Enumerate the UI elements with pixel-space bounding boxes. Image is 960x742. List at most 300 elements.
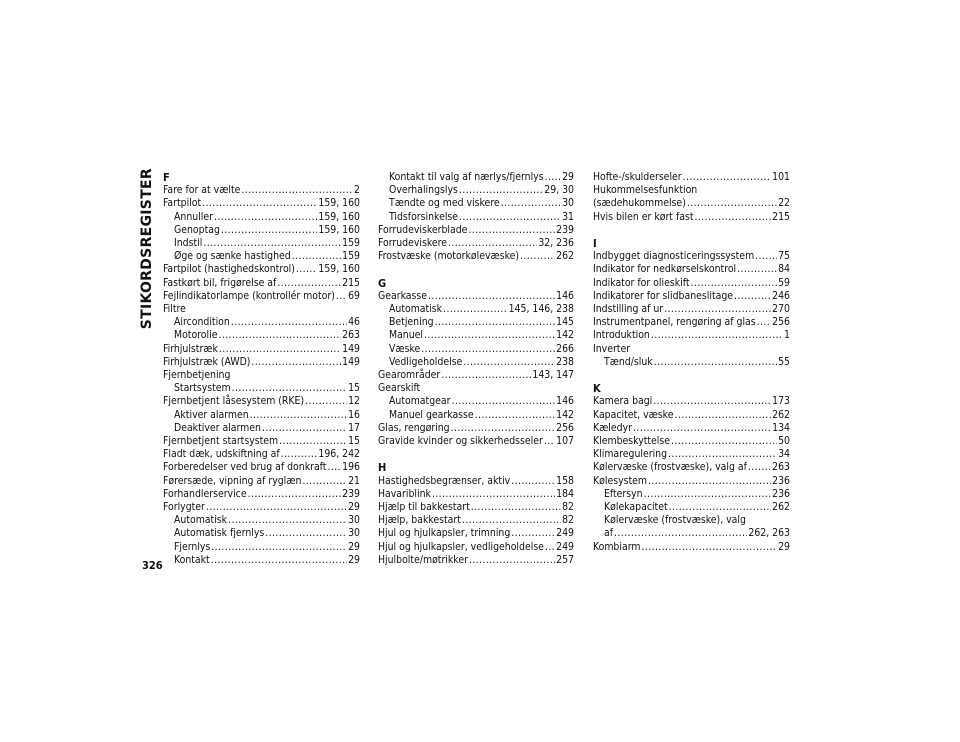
entry-term: Klembeskyttelse [593, 435, 671, 447]
dot-leader [671, 435, 777, 448]
entry-term: Firhjulstræk [163, 342, 218, 355]
entry-page-ref: 173 [772, 395, 790, 408]
entry-term: Tænd/sluk [604, 355, 653, 368]
entry-term: Forberedelser ved brug af donkraft [163, 461, 327, 474]
dot-leader [231, 316, 347, 329]
index-entry [593, 263, 790, 276]
index-subentry [593, 356, 790, 369]
entry-term: Gravide kvinder og sikkerhedsseler [378, 435, 543, 448]
index-letter-heading: G [378, 276, 387, 290]
index-subentry [163, 237, 360, 250]
entry-term: Indbygget diagnosticeringssystem [593, 250, 755, 263]
index-entry: Inverter [593, 342, 631, 355]
entry-page-ref: 249 [556, 540, 574, 553]
entry-page-ref: 17 [348, 421, 360, 434]
dot-leader [248, 488, 342, 501]
entry-term: Havariblink [378, 487, 431, 500]
entry-page-ref: 146 [556, 395, 574, 408]
index-entry [163, 263, 360, 276]
entry-page-ref: 55 [778, 355, 790, 368]
index-subentry [163, 527, 360, 540]
dot-leader [501, 197, 561, 210]
entry-page-ref: 29 [348, 501, 360, 514]
entry-page-ref: 158 [556, 474, 574, 487]
dot-leader [520, 250, 555, 263]
entry-page-ref: 239 [342, 487, 360, 500]
index-entry [593, 316, 790, 329]
dot-leader [469, 554, 555, 567]
entry-term: Hvis bilen er kørt fast [593, 210, 694, 223]
entry-term: Hjælp til bakkestart [378, 501, 470, 514]
index-subentry [163, 554, 360, 567]
entry-page-ref: 134 [772, 421, 790, 434]
entry-term: Klimaregulering [593, 448, 668, 461]
dot-leader [668, 448, 777, 461]
entry-term: Genoptag [174, 223, 220, 236]
dot-leader [277, 277, 341, 290]
entry-page-ref: 270 [772, 303, 790, 315]
entry-term: Manuel gearkasse [389, 408, 474, 421]
entry-term: Kontakt [174, 553, 210, 566]
index-entry [378, 224, 574, 237]
dot-leader [691, 277, 778, 290]
dot-leader [336, 290, 347, 303]
dot-leader [664, 303, 771, 316]
dot-leader [644, 488, 772, 501]
index-entry [593, 448, 790, 461]
entry-term: Kombiarm [593, 540, 641, 553]
entry-page-ref: 82 [562, 514, 574, 527]
entry-term: Automatgear [389, 395, 451, 408]
index-entry [378, 488, 574, 501]
entry-page-ref: 34 [778, 448, 790, 461]
dot-leader [674, 409, 771, 422]
entry-term: Eftersyn [604, 487, 643, 500]
dot-leader [296, 263, 317, 276]
entry-page-ref: 215 [342, 276, 360, 289]
index-subentry [378, 184, 574, 197]
entry-page-ref: 145 [556, 316, 574, 329]
entry-term: Fartpilot [163, 197, 202, 210]
index-subentry [378, 343, 574, 356]
dot-leader [279, 435, 347, 448]
dot-leader [462, 514, 561, 527]
index-entry [593, 435, 790, 448]
dot-leader [633, 422, 771, 435]
dot-leader [219, 343, 341, 356]
entry-term: Tændte og med viskere [389, 197, 500, 210]
entry-page-ref: 29, 30 [544, 184, 574, 197]
index-subentry [163, 422, 360, 435]
entry-term: Kæledyr [593, 421, 632, 434]
entry-term: Forlygter [163, 501, 205, 514]
index-entry [163, 461, 360, 474]
entry-page-ref: 142 [556, 329, 574, 342]
dot-leader [424, 329, 555, 342]
entry-page-ref: 257 [556, 553, 574, 566]
entry-term: Hofte-/skulderseler [593, 171, 682, 183]
entry-page-ref: 262 [772, 501, 790, 514]
index-entry [163, 290, 360, 303]
dot-leader [292, 250, 341, 263]
entry-page-ref: 196, 242 [318, 448, 360, 461]
index-entry [378, 435, 574, 448]
index-column-2 [378, 171, 574, 567]
index-subentry [163, 329, 360, 342]
dot-leader [651, 329, 783, 342]
entry-term: Fare for at vælte [163, 184, 241, 197]
entry-term: Fjernbetjent låsesystem (RKE) [163, 395, 305, 408]
entry-term: Startsystem [174, 382, 231, 395]
dot-leader [695, 211, 772, 224]
index-entry [163, 501, 360, 514]
entry-page-ref: 149 [342, 355, 360, 368]
entry-term: Glas, rengøring [378, 421, 450, 434]
entry-term: Hjulbolte/møtrikker [378, 553, 468, 566]
entry-term: Overhalingslys [389, 184, 458, 197]
entry-term: Hjul og hjulkapsler, vedligeholdelse [378, 540, 544, 553]
index-subentry [378, 356, 574, 369]
entry-term: Fastkørt bil, frigørelse af [163, 276, 277, 289]
entry-term: Aircondition [174, 316, 230, 329]
index-subentry [593, 527, 790, 540]
entry-page-ref: 146 [556, 289, 574, 302]
dot-leader [653, 395, 771, 408]
entry-term: Indikator for olieskift [593, 276, 690, 289]
dot-leader [251, 356, 341, 369]
entry-page-ref: 159 [342, 250, 360, 263]
dot-leader [734, 290, 771, 303]
index-entry [593, 211, 790, 224]
index-column-1 [163, 171, 360, 567]
entry-term: Automatisk fjernlys [174, 527, 265, 540]
entry-term: Kølekapacitet [604, 501, 668, 514]
index-entry [593, 541, 790, 554]
dot-leader [451, 422, 556, 435]
entry-term: Frostvæske (motorkølevæske) [378, 250, 520, 263]
entry-page-ref: 159, 160 [318, 223, 360, 236]
index-entry [593, 475, 790, 488]
entry-page-ref: 75 [778, 250, 790, 263]
index-subentry [378, 409, 574, 422]
index-entry [163, 277, 360, 290]
dot-leader [475, 409, 555, 422]
section-title: STIKORDSREGISTER [139, 168, 155, 330]
entry-term: Kølesystem [593, 474, 647, 487]
entry-page-ref: 143, 147 [532, 369, 574, 382]
entry-term: Fartpilot (hastighedskontrol) [163, 263, 295, 276]
entry-term: Motorolie [174, 329, 218, 342]
index-entry [163, 197, 360, 210]
dot-leader [463, 356, 555, 369]
entry-page-ref: 16 [348, 408, 360, 421]
entry-page-ref: 262 [556, 250, 574, 263]
index-entry [593, 197, 790, 210]
entry-page-ref: 59 [778, 276, 790, 289]
dot-leader [511, 527, 555, 540]
index-entry [378, 290, 574, 303]
entry-page-ref: 15 [348, 382, 360, 395]
entry-term: Forhandlerservice [163, 487, 247, 500]
entry-term: Gearområder [378, 369, 441, 382]
index-entry [378, 501, 574, 514]
entry-page-ref: 30 [562, 197, 574, 210]
dot-leader [221, 224, 317, 237]
entry-page-ref: 256 [556, 421, 574, 434]
section-spacer [593, 224, 790, 237]
dot-leader [687, 197, 777, 210]
index-entry [163, 343, 360, 356]
index-entry [378, 250, 574, 263]
entry-term: Tidsforsinkelse [389, 210, 459, 223]
dot-leader [614, 527, 747, 540]
entry-page-ref: 82 [562, 501, 574, 514]
index-subentry [163, 224, 360, 237]
entry-page-ref: 215 [772, 210, 790, 223]
entry-page-ref: 31 [562, 210, 574, 223]
index-entry [593, 250, 790, 263]
entry-page-ref: 246 [772, 289, 790, 302]
index-entry: Fjernbetjening [163, 369, 231, 382]
index-entry [378, 514, 574, 527]
entry-term: Automatisk [174, 514, 228, 527]
dot-leader [471, 501, 561, 514]
index-entry [593, 290, 790, 303]
entry-term: Annuller [174, 210, 213, 223]
index-entry [378, 475, 574, 488]
entry-page-ref: 29 [778, 540, 790, 553]
dot-leader [228, 514, 347, 527]
entry-term: Indstilling af ur [593, 303, 664, 315]
index-subentry [163, 250, 360, 263]
dot-leader [327, 461, 341, 474]
entry-page-ref: 238 [556, 355, 574, 368]
dot-leader [641, 541, 777, 554]
dot-leader [459, 211, 561, 224]
dot-leader [203, 237, 341, 250]
index-subentry [593, 501, 790, 514]
dot-leader [211, 541, 347, 554]
dot-leader [459, 184, 543, 197]
entry-page-ref: 236 [772, 474, 790, 487]
index-subentry: Kølervæske (frostvæske), valg [604, 514, 746, 527]
dot-leader [737, 263, 777, 276]
dot-leader [654, 356, 777, 369]
entry-page-ref: 22 [778, 197, 790, 210]
index-subentry [378, 395, 574, 408]
entry-page-ref: 12 [348, 395, 360, 408]
entry-term: (sædehukommelse) [593, 197, 686, 210]
entry-page-ref: 249 [556, 527, 574, 540]
index-entry: Hukommelsesfunktion [593, 184, 698, 197]
entry-term: Hastighedsbegrænser, aktiv [378, 474, 511, 487]
dot-leader [302, 475, 347, 488]
dot-leader [305, 395, 347, 408]
entry-page-ref: 149 [342, 342, 360, 355]
index-entry [163, 488, 360, 501]
index-subentry [378, 171, 574, 184]
entry-term: Gearkasse [378, 289, 428, 302]
entry-page-ref: 263 [342, 329, 360, 342]
index-entry [378, 541, 574, 554]
entry-page-ref: 29 [348, 553, 360, 566]
index-entry [378, 369, 574, 382]
dot-leader [511, 475, 555, 488]
section-spacer [378, 448, 574, 461]
entry-term: Indikator for nedkørselskontrol [593, 263, 737, 276]
index-subentry [378, 197, 574, 210]
dot-leader [265, 527, 347, 540]
index-subentry [378, 316, 574, 329]
entry-term: Forrudeviskerblade [378, 223, 468, 236]
dot-leader [448, 237, 537, 250]
index-entry: Gearskift [378, 382, 421, 395]
index-entry [593, 395, 790, 408]
entry-page-ref: 29 [348, 540, 360, 553]
dot-leader [451, 395, 555, 408]
entry-page-ref: 142 [556, 408, 574, 421]
index-column-3 [593, 171, 790, 554]
index-entry [593, 277, 790, 290]
dot-leader [648, 475, 771, 488]
entry-term: Kapacitet, væske [593, 408, 674, 421]
entry-term: Firhjulstræk (AWD) [163, 355, 251, 368]
index-subentry [163, 382, 360, 395]
dot-leader [281, 448, 318, 461]
dot-leader [421, 343, 555, 356]
entry-page-ref: 196 [342, 461, 360, 474]
section-spacer [593, 369, 790, 382]
index-entry: Filtre [163, 303, 186, 316]
dot-leader [683, 171, 772, 184]
dot-leader [757, 316, 772, 329]
index-subentry [378, 303, 574, 316]
entry-page-ref: 30 [348, 514, 360, 527]
entry-page-ref: 239 [556, 223, 574, 236]
entry-page-ref: 262, 263 [748, 527, 790, 540]
dot-leader [435, 316, 556, 329]
entry-term: Væske [389, 342, 421, 355]
dot-leader [214, 211, 317, 224]
entry-term: Førersæde, vipning af ryglæn [163, 474, 302, 487]
entry-term: Aktiver alarmen [174, 408, 249, 421]
entry-term: Kamera bagi [593, 395, 653, 408]
entry-page-ref: 2 [354, 184, 360, 197]
index-entry [378, 422, 574, 435]
index-subentry [163, 316, 360, 329]
entry-term: Introduktion [593, 329, 650, 342]
entry-term: Hjælp, bakkestart [378, 514, 461, 527]
entry-page-ref: 184 [556, 487, 574, 500]
index-entry [163, 356, 360, 369]
entry-term: Forrudeviskere [378, 237, 447, 250]
entry-page-ref: 262 [772, 408, 790, 421]
dot-leader [443, 303, 508, 316]
entry-term: Hjul og hjulkapsler, trimning [378, 527, 511, 540]
entry-term: Instrumentpanel, rengøring af glas [593, 316, 756, 329]
index-entry [593, 303, 790, 316]
dot-leader [206, 501, 347, 514]
dot-leader [232, 382, 347, 395]
index-entry [593, 409, 790, 422]
dot-leader [748, 461, 771, 474]
index-entry [593, 171, 790, 184]
entry-page-ref: 263 [772, 461, 790, 474]
entry-page-ref: 159, 160 [318, 197, 360, 210]
index-subentry [593, 488, 790, 501]
index-entry [593, 422, 790, 435]
index-entry [378, 237, 574, 250]
dot-leader [432, 488, 555, 501]
index-letter-heading: F [163, 171, 170, 184]
index-letter-heading: K [593, 382, 601, 396]
entry-page-ref: 145, 146, 238 [508, 303, 574, 315]
dot-leader [428, 290, 555, 303]
index-entry [163, 435, 360, 448]
entry-page-ref: 21 [348, 474, 360, 487]
entry-page-ref: 29 [562, 171, 574, 183]
section-spacer [378, 263, 574, 276]
index-entry [378, 527, 574, 540]
entry-term: af [604, 527, 614, 540]
dot-leader [241, 184, 353, 197]
dot-leader [250, 409, 347, 422]
entry-term: Betjening [389, 316, 434, 329]
entry-term: Øge og sænke hastighed [174, 250, 291, 263]
entry-page-ref: 236 [772, 487, 790, 500]
entry-page-ref: 1 [784, 329, 790, 342]
index-entry [593, 329, 790, 342]
entry-term: Indikatorer for slidbaneslitage [593, 289, 734, 302]
page-number: 326 [142, 559, 163, 572]
entry-page-ref: 84 [778, 263, 790, 276]
entry-page-ref: 159, 160 [318, 210, 360, 223]
entry-term: Fladt dæk, udskiftning af [163, 448, 280, 461]
index-entry [163, 184, 360, 197]
index-subentry [378, 329, 574, 342]
entry-term: Automatisk [389, 303, 443, 315]
entry-page-ref: 159, 160 [318, 263, 360, 276]
entry-term: Manuel [389, 329, 423, 342]
entry-page-ref: 256 [772, 316, 790, 329]
entry-page-ref: 30 [348, 527, 360, 540]
entry-term: Kølervæske (frostvæske), valg af [593, 461, 747, 474]
dot-leader [468, 224, 555, 237]
entry-term: Fejlindikatorlampe (kontrollér motor) [163, 289, 335, 302]
entry-term: Kontakt til valg af nærlys/fjernlys [389, 171, 544, 183]
dot-leader [202, 197, 317, 210]
index-subentry [378, 211, 574, 224]
index-subentry [163, 211, 360, 224]
entry-page-ref: 69 [348, 289, 360, 302]
entry-page-ref: 15 [348, 435, 360, 448]
entry-page-ref: 159 [342, 237, 360, 249]
entry-term: Indstil [174, 237, 203, 249]
entry-term: Fjernbetjent startsystem [163, 435, 279, 448]
index-letter-heading: I [593, 237, 597, 250]
dot-leader [669, 501, 772, 514]
dot-leader [211, 554, 347, 567]
dot-leader [441, 369, 531, 382]
entry-page-ref: 46 [348, 316, 360, 329]
index-entry [593, 461, 790, 474]
index-subentry [163, 514, 360, 527]
dot-leader [218, 329, 341, 342]
index-entry [378, 554, 574, 567]
index-entry [163, 448, 360, 461]
index-entry [163, 395, 360, 408]
entry-page-ref: 50 [778, 435, 790, 447]
